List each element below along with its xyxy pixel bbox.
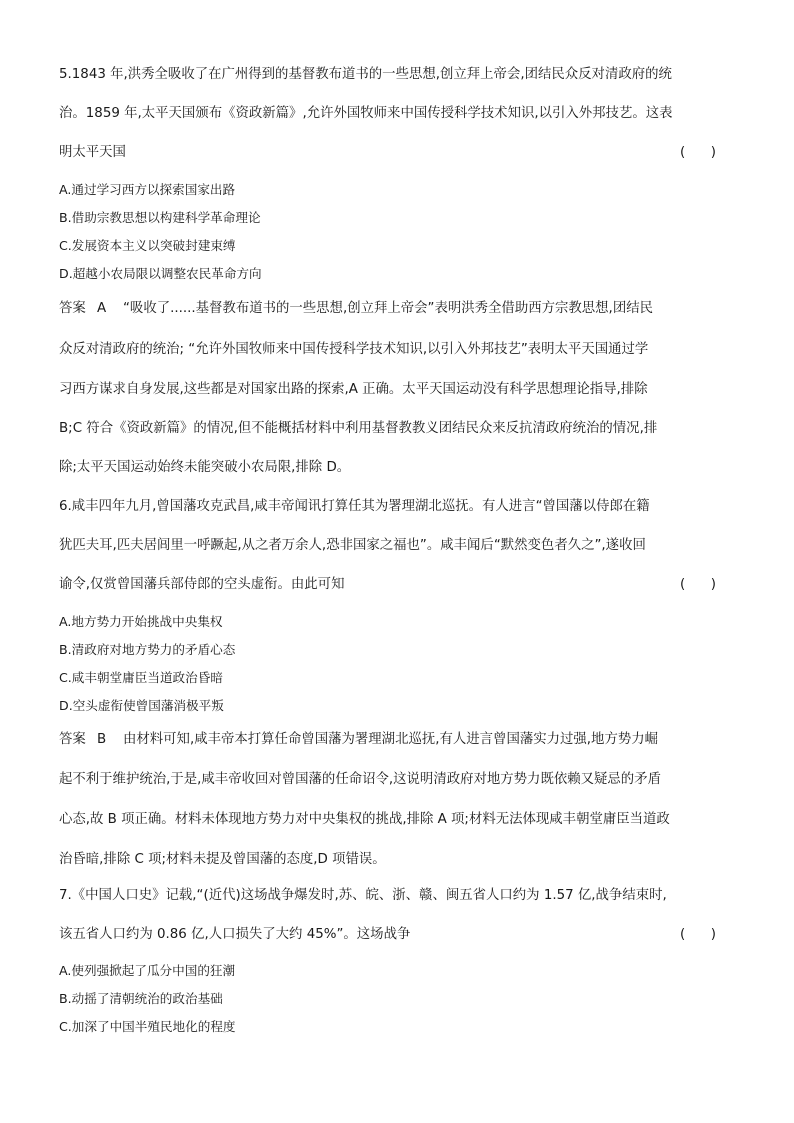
- q7-option-a: A.使列强掀起了瓜分中国的狂潮: [59, 963, 236, 978]
- q5-answer-label: 答案: [59, 301, 86, 316]
- q5-explanation-line-5: 除;太平天国运动始终未能突破小农局限,排除 D。: [59, 460, 351, 475]
- q6-answer-label: 答案: [59, 732, 86, 747]
- q6-stem-line-1: 6.咸丰四年九月,曾国藩攻克武昌,咸丰帝闻讯打算任其为署理湖北巡抚。有人进言“曾国藩以侍郎在籍: [59, 499, 650, 514]
- q6-explanation-line-4: 治昏暗,排除 C 项;材料未提及曾国藩的态度,D 项错误。: [59, 852, 386, 867]
- q5-explanation-line-3: 习西方谋求自身发展,这些都是对国家出路的探索,A 正确。太平天国运动没有科学思想理论指导,排除: [59, 382, 648, 397]
- q6-explanation-line-2: 起不利于维护统治,于是,咸丰帝收回对曾国藩的任命诏令,这说明清政府对地方势力既依赖又疑忌的矛盾: [59, 772, 661, 787]
- q7-option-b: B.动摇了清朝统治的政治基础: [59, 991, 223, 1006]
- q6-explanation-line-3: 心态,故 B 项正确。材料未体现地方势力对中央集权的挑战,排除 A 项;材料无法体现咸丰朝堂庸臣当道政: [59, 812, 670, 827]
- q5-explanation-line-1: “吸收了......基督教布道书的一些思想,创立拜上帝会”表明洪秀全借助西方宗教思想,团结民: [123, 301, 653, 316]
- q7-stem-line-1: 7.《中国人口史》记载,“(近代)这场战争爆发时,苏、皖、浙、赣、闽五省人口约为 1.57 亿,战争结束时,: [59, 888, 667, 903]
- q5-explanation-line-4: B;C 符合《资政新篇》的情况,但不能概括材料中利用基督教教义团结民众来反抗清政府统治的情况,排: [59, 421, 658, 436]
- q5-option-c: C.发展资本主义以突破封建束缚: [59, 238, 236, 253]
- q7-stem-line-2: 该五省人口约为 0.86 亿,人口损失了大约 45%”。这场战争: [59, 927, 411, 942]
- q6-option-d: D.空头虚衔使曾国藩消极平叛: [59, 698, 224, 713]
- q6-answer-line-1: [59, 730, 658, 750]
- q7-answer-blank: ( ): [680, 927, 716, 942]
- q6-stem-line-2: 犹匹夫耳,匹夫居闾里一呼蹶起,从之者万余人,恐非国家之福也”。咸丰闻后“默然变色者久之”,遂收回: [59, 538, 646, 553]
- q5-answer-blank: ( ): [680, 145, 716, 160]
- q5-answer-line-1: [59, 299, 653, 319]
- q6-stem-line-3: 谕令,仅赏曾国藩兵部侍郎的空头虚衔。由此可知: [59, 577, 345, 592]
- q5-option-a: A.通过学习西方以探索国家出路: [59, 182, 236, 197]
- q6-answer-letter: B: [97, 732, 107, 747]
- q5-stem-line-3: 明太平天国: [59, 145, 126, 160]
- q5-option-b: B.借助宗教思想以构建科学革命理论: [59, 210, 261, 225]
- q6-option-a: A.地方势力开始挑战中央集权: [59, 614, 223, 629]
- q6-option-c: C.咸丰朝堂庸臣当道政治昏暗: [59, 670, 223, 685]
- q5-explanation-line-2: 众反对清政府的统治; “允许外国牧师来中国传授科学技术知识,以引入外邦技艺”表明太平天国通过学: [59, 342, 649, 357]
- q5-stem-line-1: 5.1843 年,洪秀全吸收了在广州得到的基督教布道书的一些思想,创立拜上帝会,团结民众反对清政府的统: [59, 67, 672, 82]
- q7-option-c: C.加深了中国半殖民地化的程度: [59, 1019, 236, 1034]
- q6-explanation-line-1: 由材料可知,咸丰帝本打算任命曾国藩为署理湖北巡抚,有人进言曾国藩实力过强,地方势力崛: [123, 732, 659, 747]
- q6-answer-blank: ( ): [680, 577, 716, 592]
- q5-option-d: D.超越小农局限以调整农民革命方向: [59, 266, 262, 281]
- q5-answer-letter: A: [97, 301, 107, 316]
- q6-option-b: B.清政府对地方势力的矛盾心态: [59, 642, 236, 657]
- q5-stem-line-2: 治。1859 年,太平天国颁布《资政新篇》,允许外国牧师来中国传授科学技术知识,以引入外邦技艺。这表: [59, 106, 673, 121]
